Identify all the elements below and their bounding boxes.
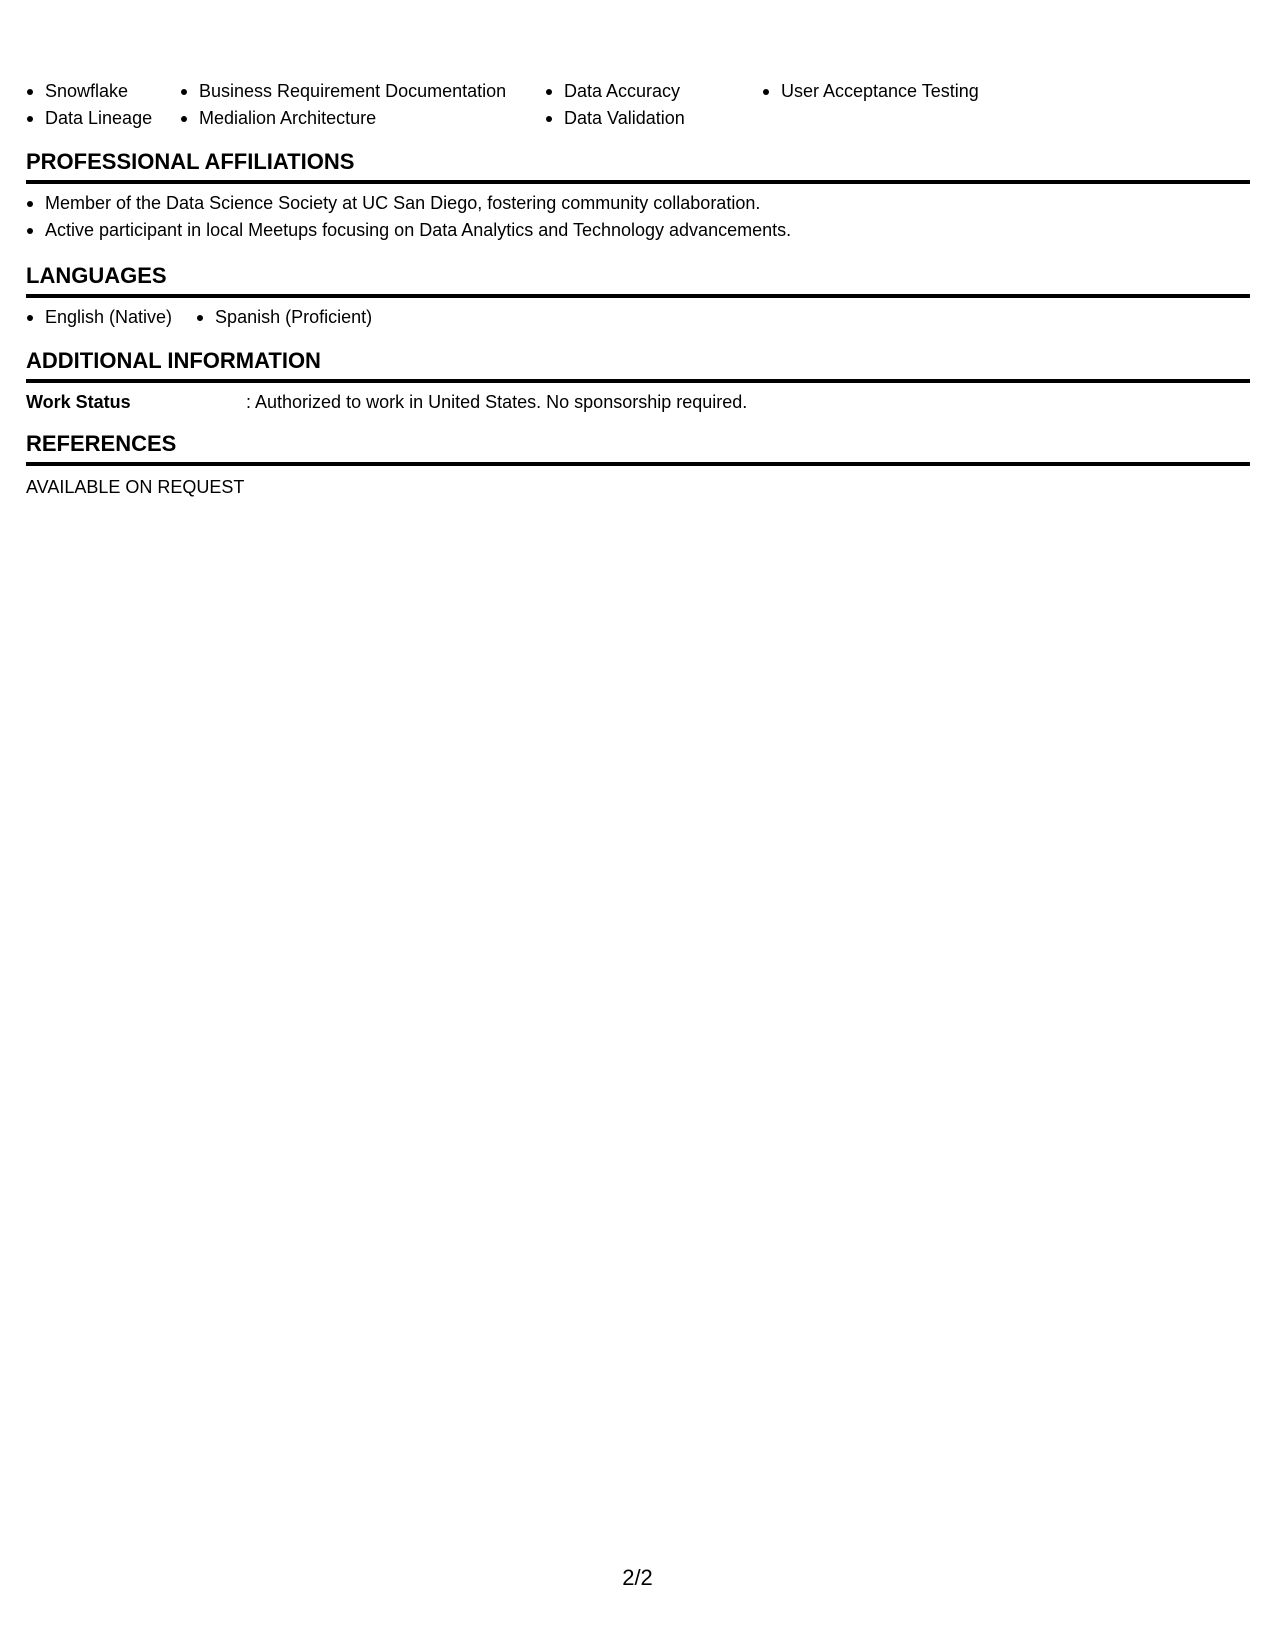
skills-column (26, 78, 180, 132)
skill-item: Data Accuracy (545, 78, 762, 105)
affiliations-list (26, 190, 1250, 244)
affiliation-item: Member of the Data Science Society at UC San Diego, fostering community collaboration. (26, 190, 1250, 217)
section-title-languages: LANGUAGES (26, 262, 1250, 298)
section-title-affiliations: PROFESSIONAL AFFILIATIONS (26, 148, 1250, 184)
section-title-additional-info: ADDITIONAL INFORMATION (26, 347, 1250, 383)
skill-item: Data Validation (545, 105, 762, 132)
skill-item: Data Lineage (26, 105, 180, 132)
page-number: 2/2 (622, 1565, 653, 1590)
work-status-label: Work Status (26, 392, 131, 412)
section-title-references: REFERENCES (26, 430, 1250, 466)
skill-item: Business Requirement Documentation (180, 78, 545, 105)
references-text: AVAILABLE ON REQUEST (26, 477, 245, 497)
skills-column (545, 78, 762, 132)
skills-list (26, 78, 1250, 132)
languages-list (26, 304, 1250, 331)
skills-column (180, 78, 545, 132)
skills-column (762, 78, 1062, 105)
skill-item: Medialion Architecture (180, 105, 545, 132)
skill-item: User Acceptance Testing (762, 78, 1062, 105)
language-item: English (Native) (26, 304, 172, 331)
resume-page (26, 78, 1250, 501)
skill-item: Snowflake (26, 78, 180, 105)
work-status-row (26, 389, 1250, 416)
affiliation-item: Active participant in local Meetups focusing on Data Analytics and Technology advancements. (26, 217, 1250, 244)
language-item: Spanish (Proficient) (196, 304, 372, 331)
work-status-value: : Authorized to work in United States. No sponsorship required. (246, 392, 748, 412)
